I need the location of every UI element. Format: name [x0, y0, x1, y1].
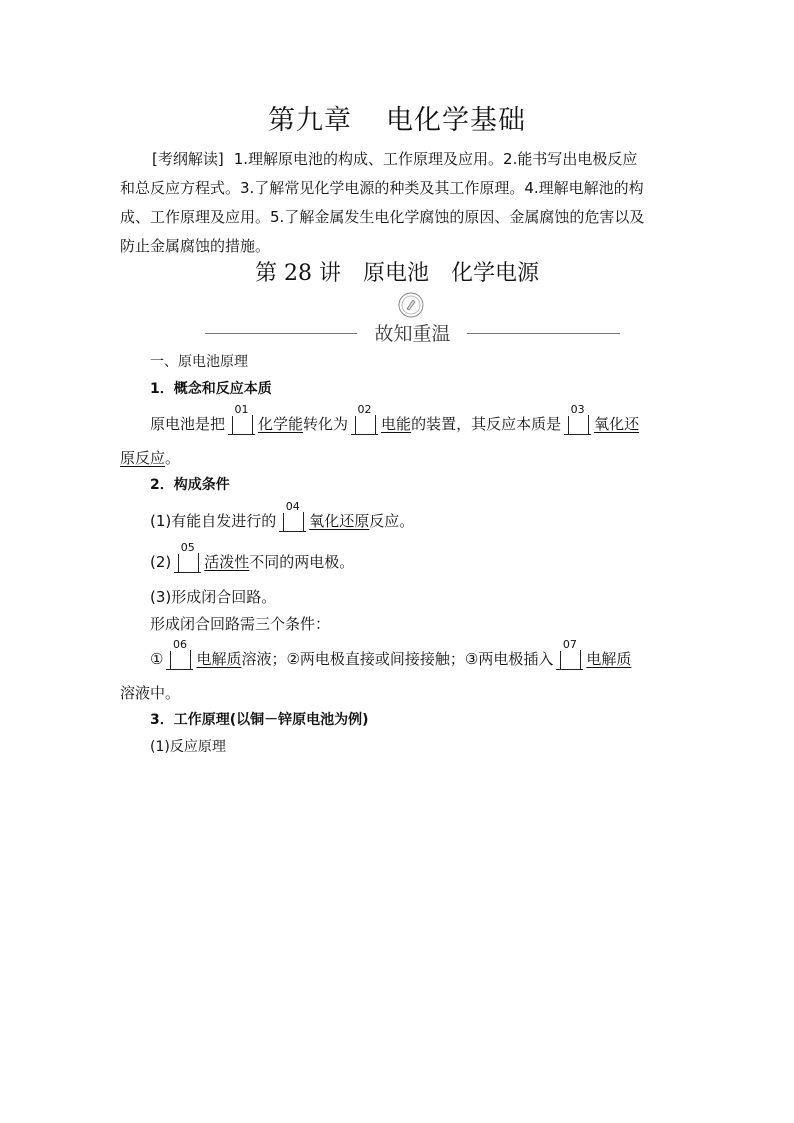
condition-3: (3)形成闭合回路。 — [150, 588, 277, 606]
syllabus-line-2: 和总反应方程式。3.了解常见化学电源的种类及其工作原理。4.理解电解池的构 — [120, 179, 644, 197]
condition-1: (1)有能自发进行的 04 氧化还原反应。 — [150, 500, 415, 530]
syllabus-line-3: 成、工作原理及应用。5.了解金属发生电化学腐蚀的原因、金属腐蚀的危害以及 — [120, 208, 645, 226]
blank-box-05: 05 — [174, 551, 201, 573]
section-heading: 一、原电池原理 — [150, 354, 248, 370]
item3-heading: 3．工作原理(以铜－锌原电池为例) — [150, 712, 369, 728]
item2-heading: 2．构成条件 — [150, 477, 230, 493]
chapter-number: 第九章 — [268, 105, 352, 136]
item1-heading: 1．概念和反应本质 — [150, 381, 272, 397]
conditions-intro: 形成闭合回路需三个条件： — [150, 615, 331, 633]
lecture-title-1: 原电池 — [362, 261, 429, 286]
answer-05: 活泼性 — [204, 553, 250, 571]
blank-box-01: 01 — [228, 413, 255, 435]
syllabus-line-4: 防止金属腐蚀的措施。 — [120, 237, 271, 255]
blank-box-03: 03 — [564, 413, 591, 435]
condition-2: (2) 05 活泼性不同的两电极。 — [150, 541, 355, 571]
item1-line-1: 原电池是把 01 化学能转化为 02 电能的装置，其反应本质是 03 氧化还 — [150, 403, 640, 433]
chapter-name: 电化学基础 — [386, 105, 526, 136]
syllabus-paragraph — [120, 145, 676, 261]
lecture-number: 第 28 讲 — [254, 261, 341, 286]
answer-03-cont: 原反应 — [120, 449, 166, 467]
answer-04: 氧化还原 — [309, 512, 370, 530]
condition-list-cont: 溶液中。 — [120, 684, 181, 702]
answer-06: 电解质 — [196, 650, 242, 668]
blank-box-07: 07 — [556, 648, 583, 670]
answer-07: 电解质 — [586, 650, 632, 668]
chapter-title — [0, 98, 794, 137]
syllabus-line-1: [考纲解读] 1.理解原电池的构成、工作原理及应用。2.能书写出电极反应 — [120, 145, 676, 174]
blank-box-02: 02 — [351, 413, 378, 435]
item1-line-2: 原反应。 — [120, 449, 181, 467]
compass-emblem-icon — [398, 292, 424, 318]
blank-box-06: 06 — [166, 648, 193, 670]
banner-label: 故知重温 — [374, 323, 451, 345]
answer-03: 氧化还 — [594, 415, 640, 433]
answer-02: 电能 — [381, 415, 412, 433]
answer-01: 化学能 — [258, 415, 304, 433]
syllabus-tag: [考纲解读] — [152, 150, 224, 168]
section-banner — [205, 292, 620, 346]
lecture-title-2: 化学电源 — [450, 261, 539, 286]
item3-sub-1: (1)反应原理 — [150, 739, 226, 755]
lecture-title — [0, 256, 794, 287]
blank-box-04: 04 — [279, 510, 306, 532]
condition-list: ① 06 电解质溶液；②两电极直接或间接接触；③两电极插入 07 电解质 — [150, 638, 632, 668]
